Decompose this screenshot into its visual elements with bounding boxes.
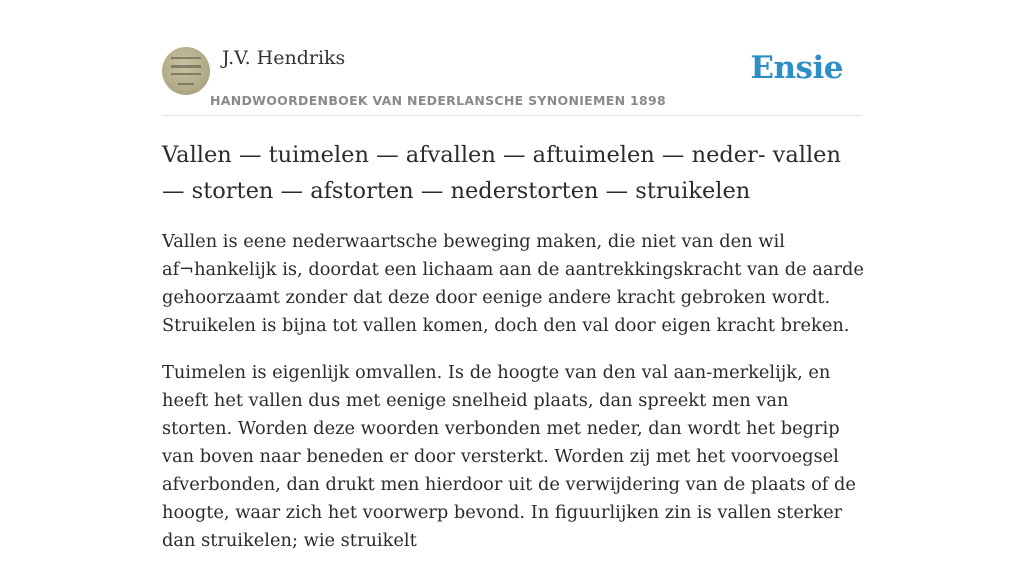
header [162,46,862,116]
cover-text-line [178,83,194,85]
entry-title: Vallen — tuimelen — afvallen — aftuimelen — neder- vallen — storten — afstorten — nederstorten — struikelen [162,142,841,204]
cover-text-line [171,57,201,59]
author-name[interactable]: J.V. Hendriks [222,47,346,69]
ensie-logo-link[interactable]: Ensie [750,50,843,86]
book-cover-avatar[interactable] [162,47,210,95]
paragraph: Tuimelen is eigenlijk omvallen. Is de hoogte van den val aan-merkelijk, en heeft het vallen dus met eenige snelheid plaats, dan spreekt men van storten. Worden deze woorden verbonden met neder, dan wordt het begrip van boven naar beneden er door versterkt. Worden zij met het voorvoegsel afverbonden, dan drukt men hierdoor uit de verwijdering van de plaats of de hoogte, waar zich het voorwerp bevond. In figuurlijken zin is vallen sterker dan struikelen; wie struikelt [162,362,856,551]
paragraph: Vallen is eene nederwaartsche beweging maken, die niet van den wil af¬hankelijk is, doordat een lichaam aan de aantrekkingskracht van de aarde gehoorzaamt zonder dat deze door eenige andere kracht gebroken wordt. Struikelen is bijna tot vallen komen, doch den val door eigen kracht breken. [162,231,864,336]
header-divider [162,115,862,116]
cover-text-line [171,73,201,75]
entry-body [162,228,864,574]
source-title[interactable]: HANDWOORDENBOEK VAN NEDERLANSCHE SYNONIEMEN 1898 [210,93,667,108]
cover-text-line [171,65,201,68]
